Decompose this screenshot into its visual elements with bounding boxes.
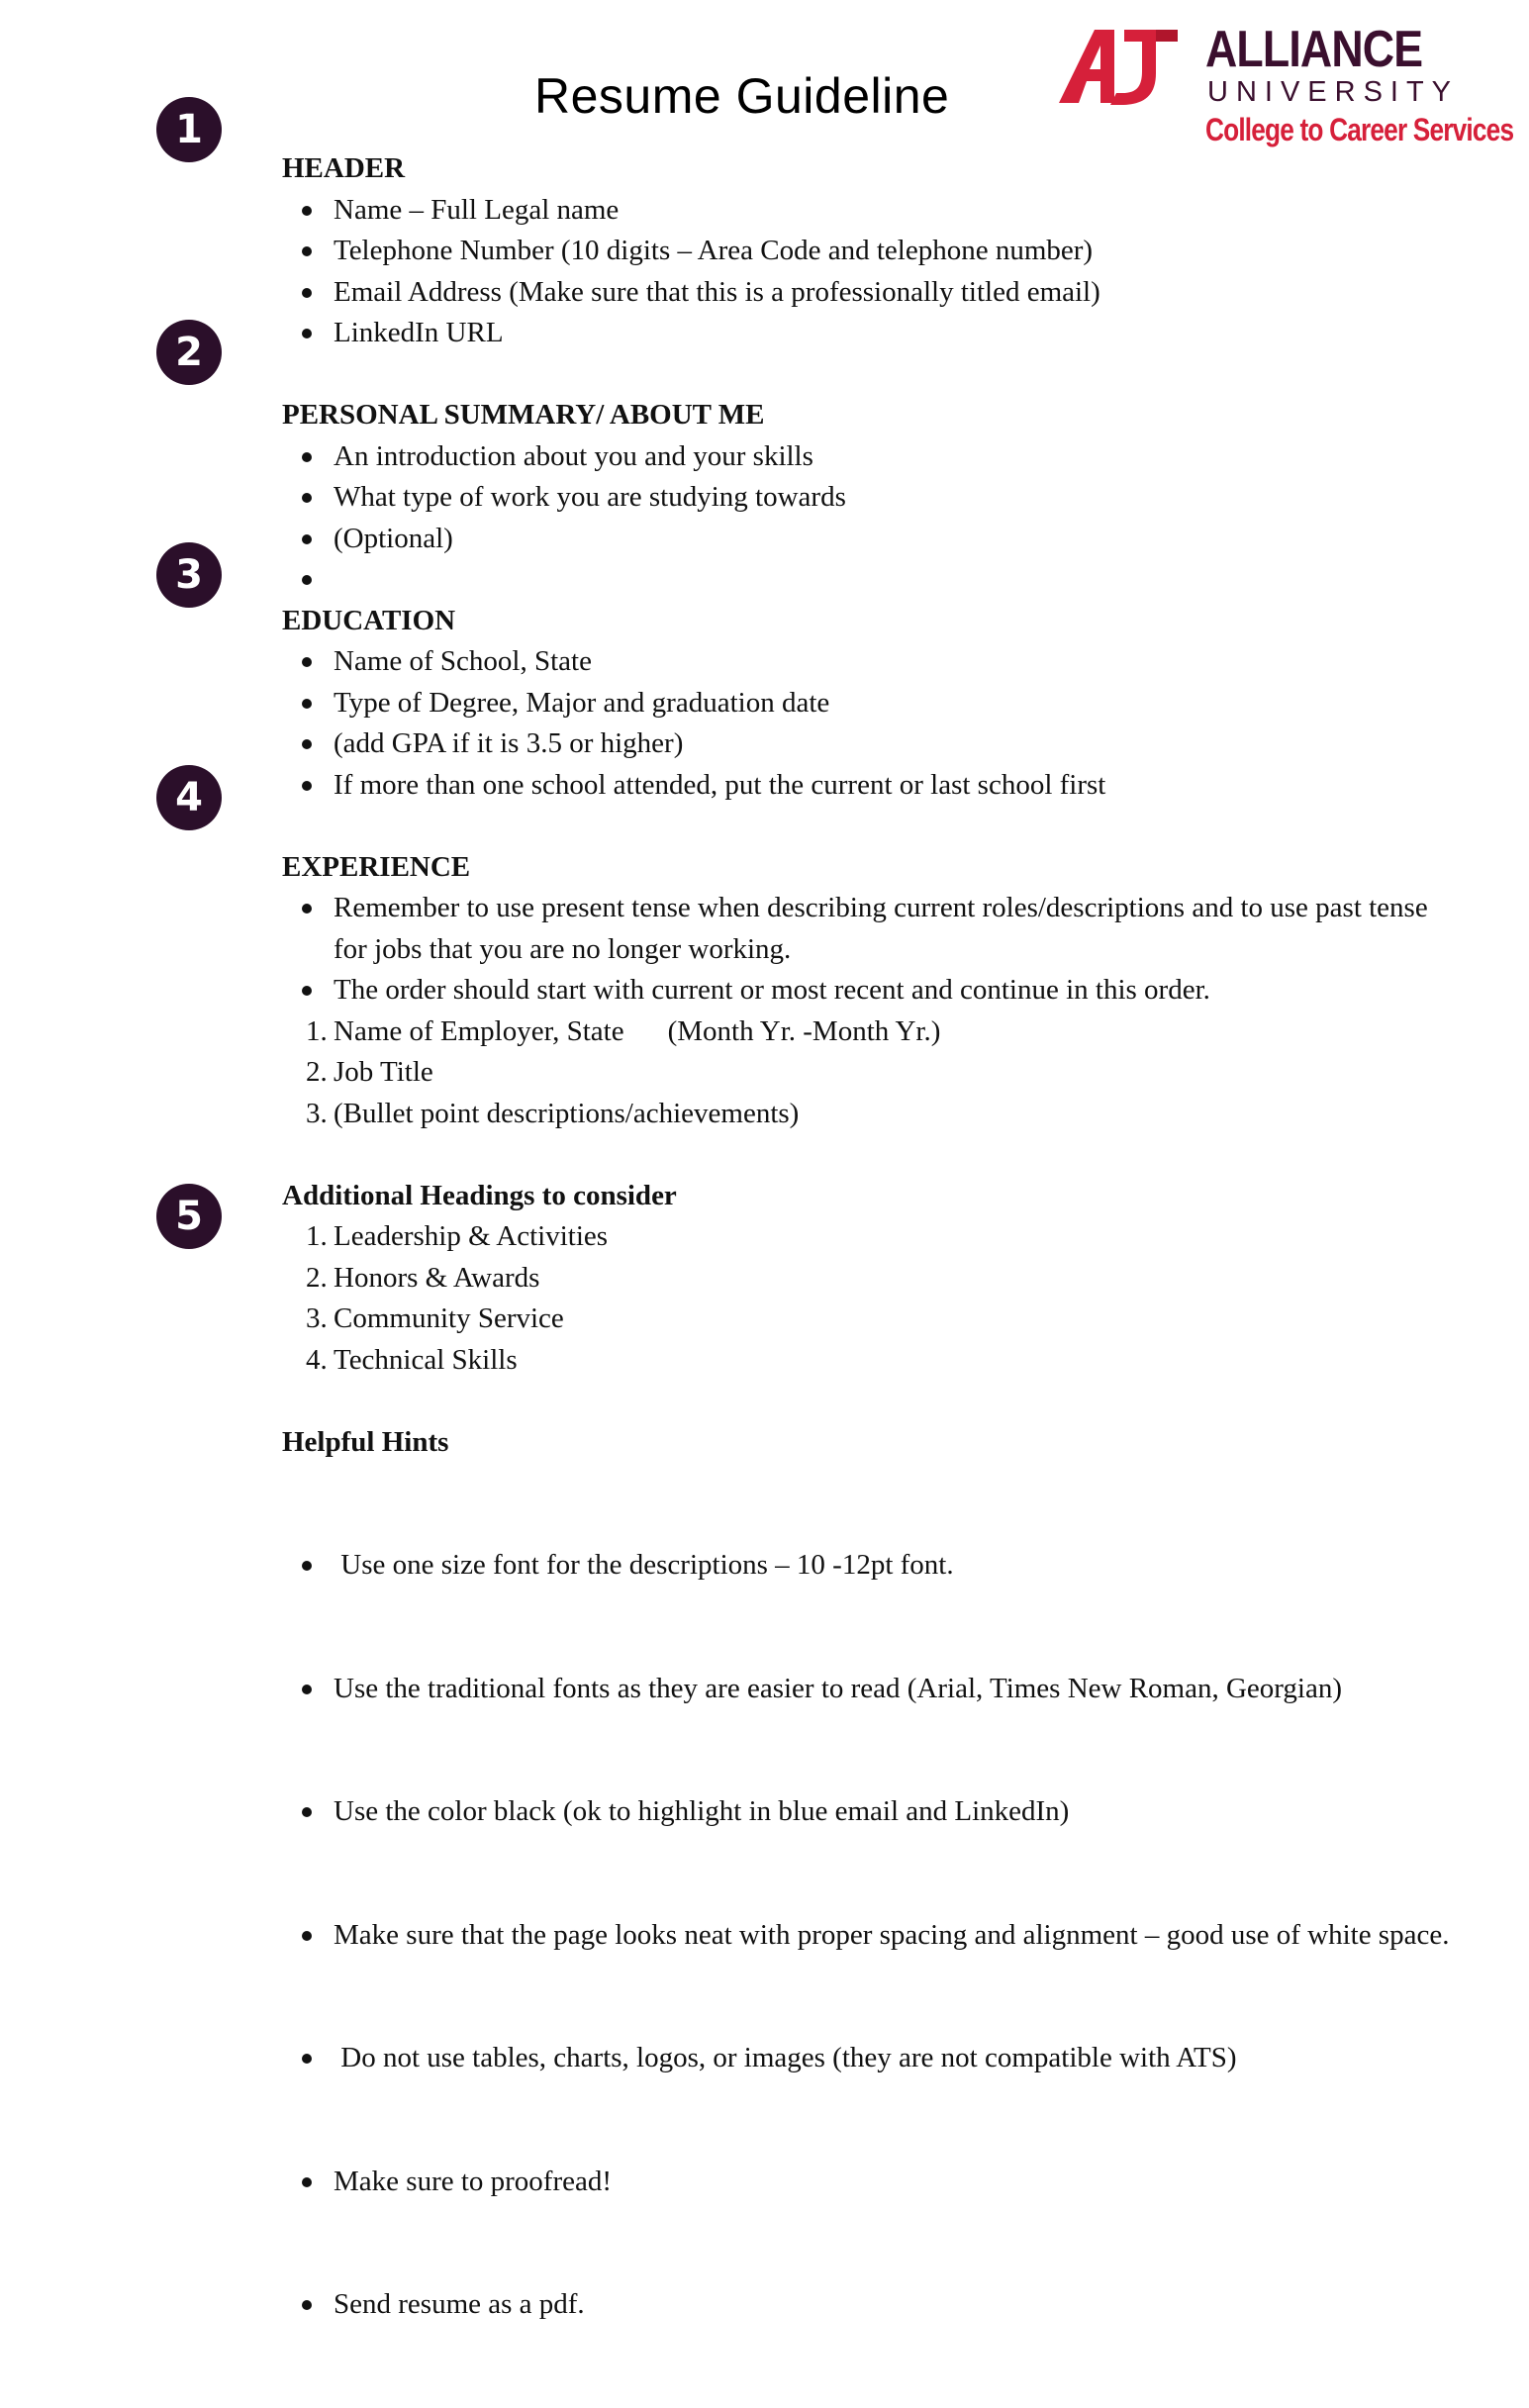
list-item: Type of Degree, Major and graduation date bbox=[282, 683, 1450, 724]
item-number: 2. bbox=[306, 1056, 328, 1088]
education-list bbox=[282, 641, 1450, 806]
list-item: Name – Full Legal name bbox=[282, 190, 1450, 232]
list-item: Make sure to proofread! bbox=[282, 2162, 1450, 2203]
page-title: Resume Guideline bbox=[534, 68, 950, 124]
guideline-content bbox=[282, 148, 1450, 2408]
experience-steps bbox=[282, 1011, 1450, 1135]
step-badge-1: 1 bbox=[156, 97, 222, 162]
item-text: Leadership & Activities bbox=[334, 1220, 609, 1252]
list-item: LinkedIn URL bbox=[282, 313, 1450, 354]
item-text: Name of Employer, State bbox=[334, 1014, 624, 1047]
item-number: 3. bbox=[306, 1097, 328, 1129]
list-item: Telephone Number (10 digits – Area Code and telephone number) bbox=[282, 231, 1450, 272]
alliance-university-logo bbox=[1057, 21, 1514, 155]
item-text: Job Title bbox=[334, 1056, 433, 1088]
summary-list bbox=[282, 436, 1450, 601]
logo-subtitle: UNIVERSITY bbox=[1207, 76, 1460, 108]
list-item: Remember to use present tense when describing current roles/descriptions and to use past tense for jobs that you are no longer working. bbox=[282, 888, 1450, 970]
section-heading-additional: Additional Headings to consider bbox=[282, 1179, 677, 1211]
step-badge-3: 3 bbox=[156, 542, 222, 608]
item-text: Technical Skills bbox=[334, 1343, 518, 1376]
step-badge-5: 5 bbox=[156, 1184, 222, 1249]
experience-list bbox=[282, 888, 1450, 1011]
item-number: 1. bbox=[306, 1220, 328, 1252]
section-heading-education: EDUCATION bbox=[282, 604, 456, 636]
list-item: If more than one school attended, put the current or last school first bbox=[282, 765, 1450, 807]
step-badge-4: 4 bbox=[156, 765, 222, 830]
numbered-item bbox=[282, 1299, 1450, 1340]
list-item-empty bbox=[282, 559, 1450, 601]
item-text: Community Service bbox=[334, 1302, 564, 1334]
item-number: 2. bbox=[306, 1261, 328, 1294]
step-badge-2: 2 bbox=[156, 320, 222, 385]
logo-tagline: College to Career Services bbox=[1205, 112, 1514, 147]
section-heading-header: HEADER bbox=[282, 152, 406, 184]
item-number: 1. bbox=[306, 1014, 328, 1047]
list-item: Use one size font for the descriptions – 10 -12pt font. bbox=[282, 1545, 1450, 1587]
header-list bbox=[282, 190, 1450, 354]
list-item: Send resume as a pdf. bbox=[282, 2284, 1450, 2326]
logo-name: ALLIANCE bbox=[1205, 21, 1423, 78]
list-item: An introduction about you and your skills bbox=[282, 436, 1450, 478]
section-heading-experience: EXPERIENCE bbox=[282, 850, 471, 883]
list-item: Use the traditional fonts as they are easier to read (Arial, Times New Roman, Georgian) bbox=[282, 1669, 1450, 1710]
numbered-item bbox=[282, 1258, 1450, 1300]
au-logo-icon bbox=[1057, 22, 1181, 106]
numbered-item bbox=[282, 1011, 1450, 1053]
list-item: Name of School, State bbox=[282, 641, 1450, 683]
item-number: 3. bbox=[306, 1302, 328, 1334]
list-item: (add GPA if it is 3.5 or higher) bbox=[282, 723, 1450, 765]
section-heading-summary: PERSONAL SUMMARY/ ABOUT ME bbox=[282, 399, 765, 431]
numbered-item bbox=[282, 1216, 1450, 1258]
list-item: Do not use tables, charts, logos, or images (they are not compatible with ATS) bbox=[282, 2038, 1450, 2079]
list-item: Email Address (Make sure that this is a professionally titled email) bbox=[282, 272, 1450, 314]
numbered-item bbox=[282, 1052, 1450, 1094]
item-text: Honors & Awards bbox=[334, 1261, 540, 1294]
list-item: (Optional) bbox=[282, 519, 1450, 560]
hints-list bbox=[282, 1463, 1450, 2408]
list-item: Use the color black (ok to highlight in blue email and LinkedIn) bbox=[282, 1791, 1450, 1833]
item-text: (Bullet point descriptions/achievements) bbox=[334, 1097, 800, 1129]
numbered-item bbox=[282, 1340, 1450, 1382]
item-date-range: (Month Yr. -Month Yr.) bbox=[667, 1014, 941, 1047]
additional-steps bbox=[282, 1216, 1450, 1381]
numbered-item bbox=[282, 1094, 1450, 1135]
section-heading-hints: Helpful Hints bbox=[282, 1425, 449, 1458]
list-item: What type of work you are studying towards bbox=[282, 477, 1450, 519]
item-number: 4. bbox=[306, 1343, 328, 1376]
list-item: Make sure that the page looks neat with proper spacing and alignment – good use of white space. bbox=[282, 1915, 1450, 1957]
list-item: The order should start with current or most recent and continue in this order. bbox=[282, 970, 1450, 1011]
